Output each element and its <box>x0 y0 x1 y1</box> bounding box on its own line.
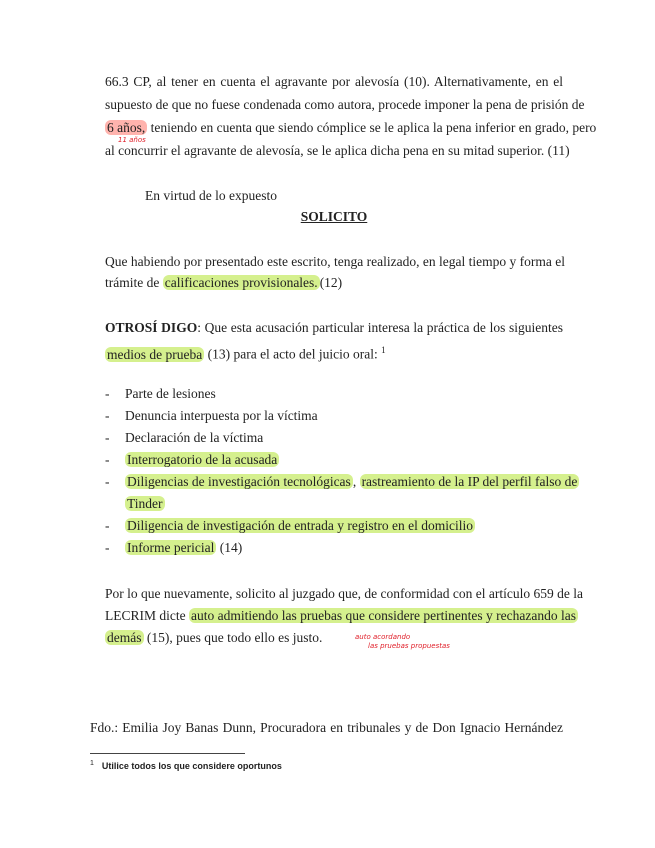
paragraph-3-line-1: Por lo que nuevamente, solicito al juzgado que, de conformidad con el artículo 659 de la <box>105 586 583 601</box>
highlight-diligencias-tecnologicas: Diligencias de investigación tecnológicas <box>127 474 351 489</box>
list-item-diligencias-tecnologicas <box>125 472 578 492</box>
paragraph-2-line-1: Que habiendo por presentado este escrito, tenga realizado, en legal tiempo y forma el <box>105 254 565 269</box>
list-item-declaracion: Declaración de la víctima <box>125 430 264 445</box>
list-item-5-separator: , <box>352 474 360 489</box>
highlight-tinder: Tinder <box>127 496 163 511</box>
paragraph-3-line-3 <box>105 628 563 648</box>
footnote <box>90 760 282 771</box>
handwritten-note-pruebas-propuestas: las pruebas propuestas <box>368 642 450 650</box>
paragraph-1-line-1: 66.3 CP, al tener en cuenta el agravante por alevosía (10). Alternativamente, en el <box>105 74 563 89</box>
list-item-interrogatorio: Interrogatorio de la acusada <box>127 452 278 467</box>
footnote-number: 1 <box>90 760 94 767</box>
otrosi-line-1 <box>105 318 563 338</box>
highlight-calificaciones: calificaciones provisionales. <box>164 275 318 290</box>
paragraph-3-line-2-pre: LECRIM dicte <box>105 608 189 623</box>
otrosi-line-2 <box>105 340 563 365</box>
paragraph-2-line-2 <box>105 273 563 293</box>
paragraph-1-line-3 <box>105 118 597 138</box>
highlight-medios-de-prueba: medios de prueba <box>107 346 203 362</box>
highlight-informe-pericial: Informe pericial <box>127 540 215 555</box>
signature-line: Fdo.: Emilia Joy Banas Dunn, Procuradora en tribunales y de Don Ignacio Hernández <box>90 720 563 735</box>
footnote-separator <box>90 753 245 754</box>
otrosi-line-1-rest: : Que esta acusación particular interesa la práctica de los siguientes <box>197 320 563 335</box>
paragraph-2-line-2-post: (12) <box>319 275 343 290</box>
otrosi-line-2-rest: (13) para el acto del juicio oral: <box>204 346 382 362</box>
list-bullet: - <box>105 540 110 555</box>
list-bullet: - <box>105 386 110 401</box>
paragraph-3-line-3-rest: (15), pues que todo ello es justo. <box>143 630 323 645</box>
otrosi-label: OTROSÍ DIGO <box>105 320 198 335</box>
list-item-informe-pericial <box>125 538 242 558</box>
highlight-demas: demás <box>107 630 142 645</box>
handwritten-note-auto-acordando: auto acordando <box>355 633 411 641</box>
list-item-entrada-y-registro: Diligencia de investigación de entrada y registro en el domicilio <box>127 518 474 533</box>
list-bullet: - <box>105 518 110 533</box>
paragraph-1-line-2: supuesto de que no fuese condenada como autora, procede imponer la pena de prisión de <box>105 97 585 112</box>
footnote-text: Utilice todos los que considere oportunos <box>101 761 282 771</box>
paragraph-3-line-2 <box>105 606 576 626</box>
highlight-6-anos: 6 años, <box>107 120 146 135</box>
highlight-rastreamiento-ip: rastreamiento de la IP del perfil falso de <box>361 474 578 489</box>
list-item-denuncia: Denuncia interpuesta por la víctima <box>125 408 318 423</box>
handwritten-note-11-anos: 11 años <box>118 136 146 144</box>
paragraph-2-line-2-pre: trámite de <box>105 275 163 290</box>
list-bullet: - <box>105 430 110 445</box>
list-bullet: - <box>105 474 110 489</box>
paragraph-1-line-3-rest: teniendo en cuenta que siendo cómplice se le aplica la pena inferior en grado, pero <box>147 120 597 135</box>
list-item-7-rest: (14) <box>216 540 243 555</box>
list-bullet: - <box>105 452 110 467</box>
list-item-parte-de-lesiones: Parte de lesiones <box>125 386 216 401</box>
footnote-reference: 1 <box>381 345 386 355</box>
heading-solicito: SOLICITO <box>300 209 368 224</box>
list-bullet: - <box>105 408 110 423</box>
highlight-auto-admitiendo: auto admitiendo las pruebas que considere pertinentes y rechazando las <box>191 608 576 623</box>
paragraph-1-line-4: al concurrir el agravante de alevosía, se le aplica dicha pena en su mitad superior. (11) <box>105 143 570 158</box>
intro-text: En virtud de lo expuesto <box>145 188 277 203</box>
